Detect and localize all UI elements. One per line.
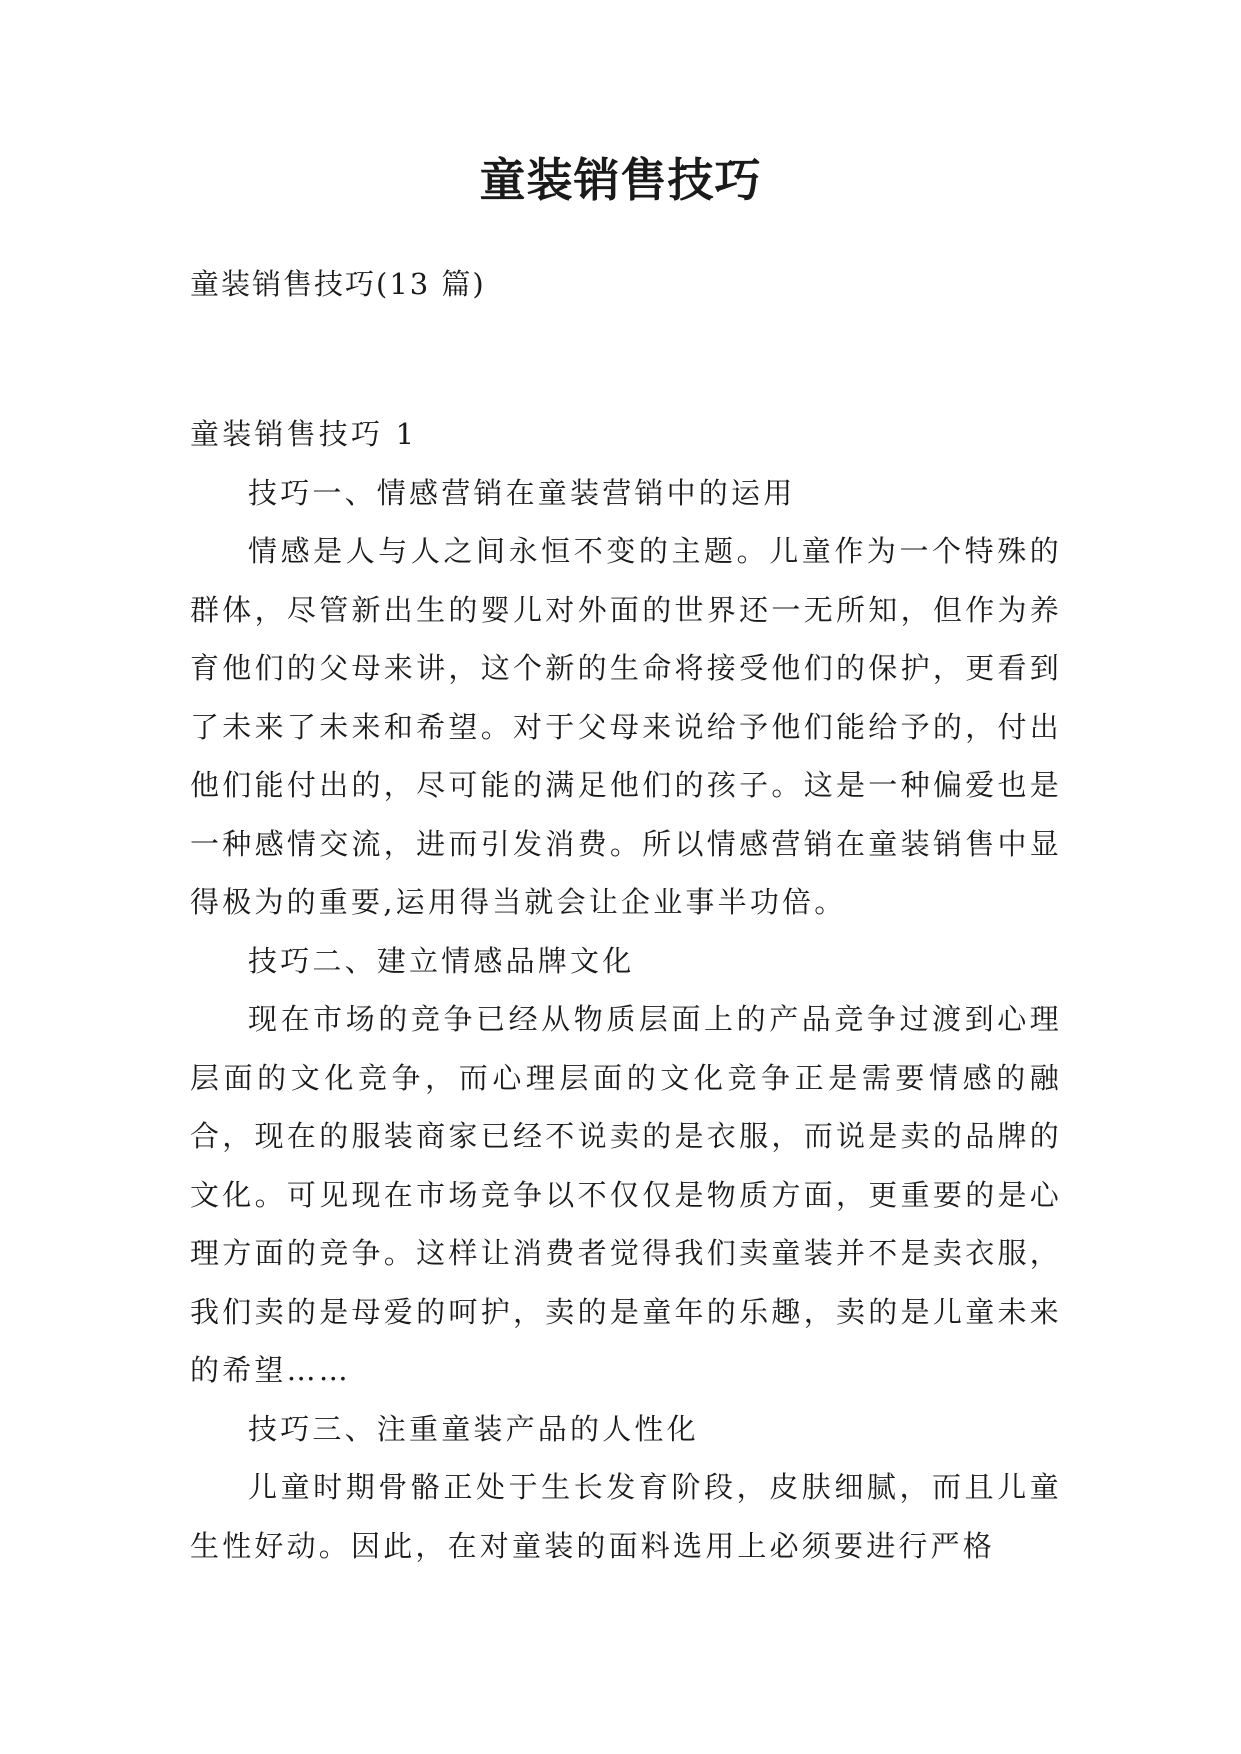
paragraph-3: 儿童时期骨骼正处于生长发育阶段，皮肤细腻，而且儿童生性好动。因此，在对童装的面料选用上必须要进行严格 [190,1470,1062,1563]
document-body [190,405,1062,1575]
paragraph-2: 现在市场的竞争已经从物质层面上的产品竞争过渡到心理层面的文化竞争，而心理层面的文化竞争正是需要情感的融合，现在的服装商家已经不说卖的是衣服，而说是卖的品牌的文化。可见现在市场竞争以不仅仅是物质方面，更重要的是心理方面的竞争。这样让消费者觉得我们卖童装并不是卖衣服，我们卖的是母爱的呵护，卖的是童年的乐趣，卖的是儿童未来的希望…… [190,1002,1062,1387]
paragraph-1: 情感是人与人之间永恒不变的主题。儿童作为一个特殊的群体，尽管新出生的婴儿对外面的世界还一无所知，但作为养育他们的父母来讲，这个新的生命将接受他们的保护，更看到了未来了未来和希望。对于父母来说给予他们能给予的，付出他们能付出的，尽可能的满足他们的孩子。这是一种偏爱也是一种感情交流，进而引发消费。所以情感营销在童装销售中显得极为的重要,运用得当就会让企业事半功倍。 [190,534,1062,919]
tip-heading-1: 技巧一、情感营销在童装营销中的运用 [248,475,796,510]
document-subtitle: 童装销售技巧(13 篇) [190,267,486,301]
tip-heading-3: 技巧三、注重童装产品的人性化 [248,1411,699,1446]
tip-heading-2: 技巧二、建立情感品牌文化 [248,943,635,978]
section-label: 童装销售技巧 1 [190,417,418,451]
document-title: 童装销售技巧 [479,153,762,207]
